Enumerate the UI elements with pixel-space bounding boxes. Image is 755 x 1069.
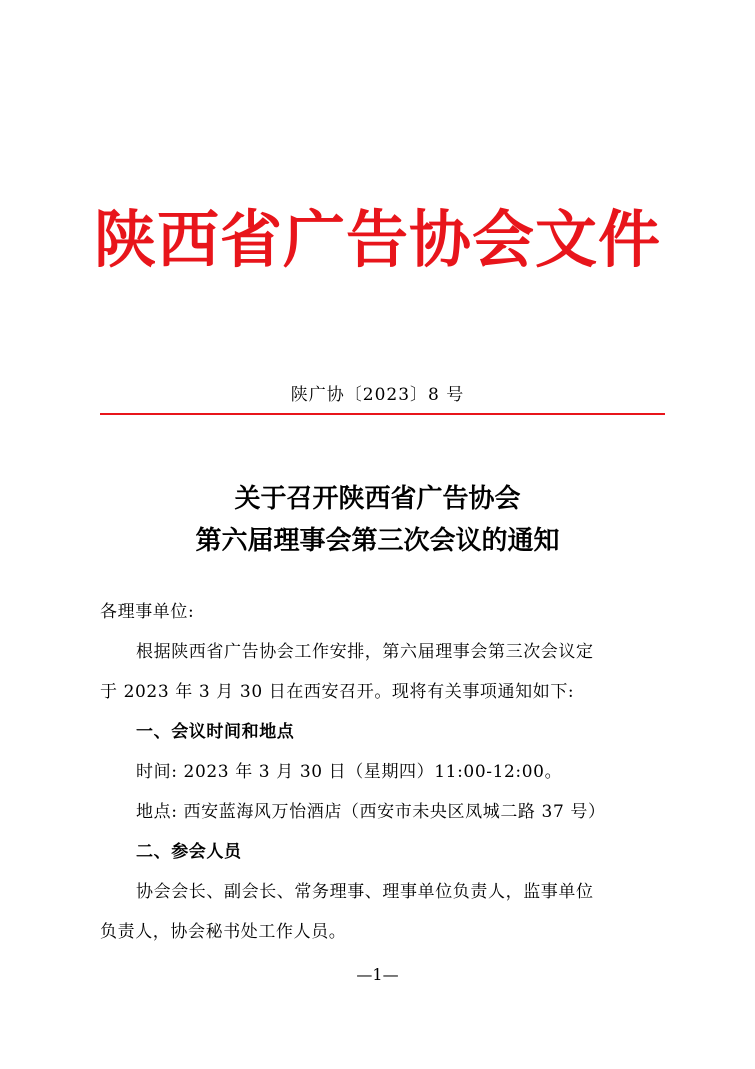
attendees-line-1: 协会会长、副会长、常务理事、理事单位负责人，监事单位 — [136, 882, 594, 902]
section-1-heading: 一、会议时间和地点 — [136, 722, 295, 742]
document-number: 陕广协〔2023〕8 号 — [290, 385, 465, 405]
title-line-2: 第六届理事会第三次会议的通知 — [195, 526, 560, 556]
intro-line-1: 根据陕西省广告协会工作安排，第六届理事会第三次会议定 — [136, 642, 594, 662]
title-line-1: 关于召开陕西省广告协会 — [234, 484, 521, 514]
red-divider — [100, 413, 665, 415]
notice-body — [100, 592, 665, 952]
attendees-line-2: 负责人，协会秘书处工作人员。 — [100, 922, 347, 942]
page-number: —1— — [356, 965, 399, 984]
meeting-place: 地点: 西安蓝海风万怡酒店（西安市未央区凤城二路 37 号） — [136, 802, 606, 822]
meeting-time: 时间: 2023 年 3 月 30 日（星期四）11:00-12:00。 — [136, 762, 563, 782]
intro-line-2: 于 2023 年 3 月 30 日在西安召开。现将有关事项通知如下: — [100, 682, 575, 702]
masthead: 陕西省广告协会文件 — [93, 203, 661, 276]
notice-title — [0, 478, 755, 562]
section-2-heading: 二、参会人员 — [136, 842, 242, 862]
salutation: 各理事单位: — [100, 602, 195, 622]
